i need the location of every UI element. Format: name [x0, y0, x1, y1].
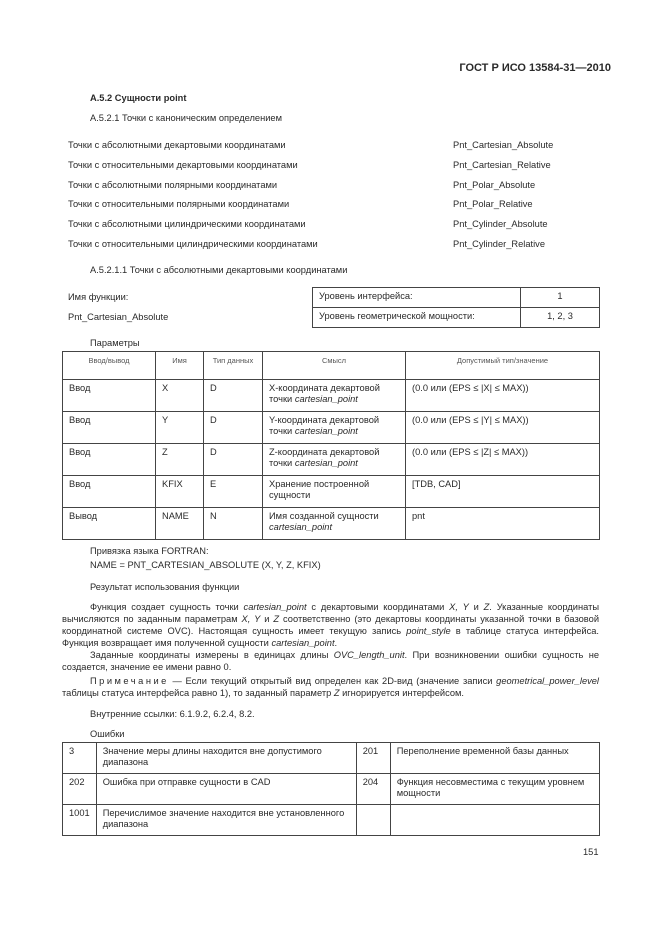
- meaning-text: Хранение построенной сущности: [269, 479, 370, 500]
- meaning-italic: cartesian_point: [294, 426, 358, 436]
- point-type-desc: Точки с абсолютными цилиндрическими координатами: [68, 219, 306, 230]
- text-run: с декартовыми координатами: [306, 602, 450, 612]
- note: [62, 675, 599, 699]
- cell-io: Ввод: [63, 476, 156, 508]
- paragraph-1: [62, 601, 599, 649]
- cell-allowed: pnt: [406, 508, 600, 540]
- function-name-label: Имя функции:: [68, 292, 129, 302]
- level-value: 1, 2, 3: [521, 308, 600, 328]
- meaning-text: Z-координата декартовой точки: [269, 447, 380, 468]
- italic-term: geometrical_power_level: [496, 676, 599, 686]
- point-type-desc: Точки с абсолютными декартовыми координатами: [68, 140, 286, 150]
- text-run: таблицы статуса интерфейса равно 1), то заданный параметр: [62, 688, 334, 698]
- col-header: Ввод/вывод: [63, 352, 156, 380]
- level-label: Уровень геометрической мощности:: [313, 308, 521, 328]
- cell-meaning: [263, 444, 406, 476]
- col-header: Тип данных: [204, 352, 263, 380]
- error-row: [63, 743, 600, 774]
- page-number: 151: [583, 847, 599, 857]
- table-row: [63, 412, 600, 444]
- meaning-italic: cartesian_point: [294, 458, 358, 468]
- point-type-name: Pnt_Cylinder_Absolute: [453, 219, 548, 230]
- cell-allowed: [TDB, CAD]: [406, 476, 600, 508]
- table-row: [63, 444, 600, 476]
- subsubsection-title: А.5.2.1.1 Точки с абсолютными декартовыми координатами: [90, 265, 348, 275]
- point-type-name: Pnt_Cartesian_Relative: [453, 159, 551, 170]
- result-label: Результат использования функции: [90, 582, 240, 592]
- error-text: [390, 805, 599, 836]
- error-text: Перечислимое значение находится вне установленного диапазона: [96, 805, 356, 836]
- point-type-name: Pnt_Cartesian_Absolute: [453, 140, 554, 150]
- point-type-name: Pnt_Polar_Absolute: [453, 179, 536, 190]
- cell-io: Ввод: [63, 444, 156, 476]
- paragraph-2: [62, 649, 599, 673]
- italic-term: X, Y: [449, 602, 469, 612]
- text-run: Заданные координаты измерены в единицах длины: [90, 650, 334, 660]
- point-type-name: Pnt_Cylinder_Relative: [453, 239, 545, 249]
- point-type-desc: Точки с относительными декартовыми координатами: [68, 159, 298, 170]
- meaning-text: X-координата декартовой точки: [269, 383, 380, 404]
- table-row: [63, 476, 600, 508]
- error-code: 3: [63, 743, 97, 774]
- text-run: и: [468, 602, 484, 612]
- text-run: . Указанные координаты вычисляются по заданным параметрам: [62, 602, 600, 624]
- error-text: Переполнение временной базы данных: [390, 743, 599, 774]
- text-run: . При возникновении ошибки сущность не создается, значение ее имени равно 0.: [62, 650, 599, 672]
- errors-table: [62, 742, 600, 836]
- italic-term: cartesian_point: [271, 638, 335, 648]
- cell-allowed: (0.0 или (EPS ≤ |Y| ≤ MAX)): [406, 412, 600, 444]
- italic-term: point_style: [406, 626, 451, 636]
- note-label: Примечание: [90, 676, 169, 686]
- subsection-title: А.5.2.1 Точки с каноническим определением: [90, 113, 282, 123]
- level-value: 1: [521, 288, 600, 308]
- cell-io: Ввод: [63, 412, 156, 444]
- internal-refs: Внутренние ссылки: 6.1.9.2, 6.2.4, 8.2.: [90, 709, 255, 719]
- cell-io: Ввод: [63, 380, 156, 412]
- italic-term: cartesian_point: [243, 602, 307, 612]
- cell-type: D: [204, 444, 263, 476]
- cell-type: N: [204, 508, 263, 540]
- cell-name: KFIX: [156, 476, 204, 508]
- error-row: [63, 805, 600, 836]
- error-text: Функция несовместима с текущим уровнем мощности: [390, 774, 599, 805]
- col-header: Имя: [156, 352, 204, 380]
- cell-meaning: [263, 476, 406, 508]
- meaning-italic: cartesian_point: [294, 394, 358, 404]
- error-row: [63, 774, 600, 805]
- cell-type: E: [204, 476, 263, 508]
- point-type-desc: Точки с относительными полярными координатами: [68, 199, 290, 210]
- cell-meaning: [263, 380, 406, 412]
- section-title: А.5.2 Сущности point: [90, 93, 187, 103]
- cell-allowed: (0.0 или (EPS ≤ |X| ≤ MAX)): [406, 380, 600, 412]
- cell-type: D: [204, 412, 263, 444]
- meaning-text: Имя созданной сущности: [269, 511, 379, 521]
- table-row: [63, 508, 600, 540]
- col-header: Смысл: [263, 352, 406, 380]
- error-code: [356, 805, 390, 836]
- cell-meaning: [263, 412, 406, 444]
- cell-type: D: [204, 380, 263, 412]
- params-table: [62, 351, 600, 540]
- cell-name: Y: [156, 412, 204, 444]
- text-run: Функция создает сущность точки: [90, 602, 244, 612]
- function-name: Pnt_Cartesian_Absolute: [68, 312, 169, 322]
- italic-term: Z: [333, 688, 340, 698]
- point-type-desc: Точки с относительными цилиндрическими координатами: [68, 239, 318, 249]
- table-row: [63, 380, 600, 412]
- italic-term: OVC_length_unit: [333, 650, 405, 660]
- italic-term: X, Y: [241, 614, 261, 624]
- fortran-label: Привязка языка FORTRAN:: [90, 546, 209, 556]
- cell-name: NAME: [156, 508, 204, 540]
- error-text: Ошибка при отправке сущности в CAD: [96, 774, 356, 805]
- point-type-name: Pnt_Polar_Relative: [453, 199, 533, 210]
- error-code: 204: [356, 774, 390, 805]
- errors-label: Ошибки: [90, 729, 125, 739]
- params-label: Параметры: [90, 338, 140, 348]
- text-run: и: [260, 614, 274, 624]
- italic-term: Z: [273, 614, 280, 624]
- cell-io: Вывод: [63, 508, 156, 540]
- levels-table: [312, 287, 600, 328]
- error-text: Значение меры длины находится вне допустимого диапазона: [96, 743, 356, 774]
- level-label: Уровень интерфейса:: [313, 288, 521, 308]
- fortran-code: NAME = PNT_CARTESIAN_ABSOLUTE (X, Y, Z, KFIX): [90, 560, 321, 570]
- meaning-italic: cartesian_point: [269, 522, 333, 532]
- text-run: в таблице статуса интерфейса. Функция возвращает имя полученной сущности: [62, 626, 599, 648]
- point-type-desc: Точки с абсолютными полярными координатами: [68, 179, 278, 190]
- cell-meaning: [263, 508, 406, 540]
- text-run: игнорируется интерфейсом.: [339, 688, 464, 698]
- text-run: — Если текущий открытый вид определен как 2D-вид (значение записи: [172, 676, 497, 686]
- col-header: Допустимый тип/значение: [406, 352, 600, 380]
- error-code: 202: [63, 774, 97, 805]
- error-code: 201: [356, 743, 390, 774]
- italic-term: Z: [483, 602, 490, 612]
- error-code: 1001: [63, 805, 97, 836]
- meaning-text: Y-координата декартовой точки: [269, 415, 380, 436]
- text-run: соответственно (это декартовы координаты указанной точки в базовой координатной системе OVC). Настоящая сущность имеет текущую запись: [62, 614, 600, 636]
- cell-name: X: [156, 380, 204, 412]
- cell-name: Z: [156, 444, 204, 476]
- text-run: .: [334, 638, 338, 648]
- cell-allowed: (0.0 или (EPS ≤ |Z| ≤ MAX)): [406, 444, 600, 476]
- document-header: ГОСТ Р ИСО 13584-31—2010: [459, 62, 611, 74]
